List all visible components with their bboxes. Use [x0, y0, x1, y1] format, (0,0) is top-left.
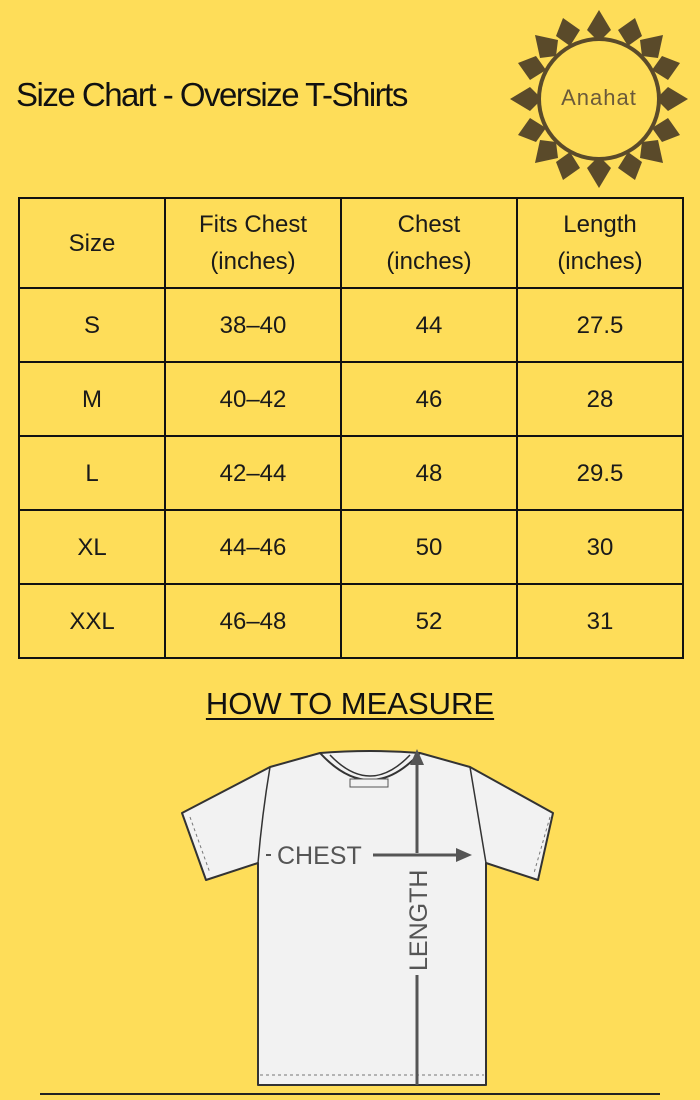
- cell-chest: 44: [341, 288, 517, 362]
- cell-length: 27.5: [517, 288, 683, 362]
- cell-fits-chest: 42–44: [165, 436, 341, 510]
- cell-chest: 52: [341, 584, 517, 658]
- cell-size: L: [19, 436, 165, 510]
- cell-chest: 50: [341, 510, 517, 584]
- cell-fits-chest: 44–46: [165, 510, 341, 584]
- cell-size: M: [19, 362, 165, 436]
- neck-label: [350, 779, 388, 787]
- header-size: Size: [19, 198, 165, 288]
- cell-length: 28: [517, 362, 683, 436]
- header-chest: Chest (inches): [341, 198, 517, 288]
- cell-fits-chest: 38–40: [165, 288, 341, 362]
- cell-fits-chest: 46–48: [165, 584, 341, 658]
- cell-length: 30: [517, 510, 683, 584]
- anahat-logo: [508, 8, 690, 190]
- logo-text: Anahat: [561, 85, 637, 110]
- cell-length: 29.5: [517, 436, 683, 510]
- page-title: Size Chart - Oversize T-Shirts: [16, 76, 407, 113]
- tshirt-outline: [182, 751, 553, 1085]
- cell-chest: 46: [341, 362, 517, 436]
- cell-fits-chest: 40–42: [165, 362, 341, 436]
- cell-size: S: [19, 288, 165, 362]
- table-header-row: [19, 198, 683, 288]
- cell-chest: 48: [341, 436, 517, 510]
- cell-size: XXL: [19, 584, 165, 658]
- how-to-measure-heading: HOW TO MEASURE: [205, 686, 495, 721]
- table-row: [19, 362, 683, 436]
- header-length: Length (inches): [517, 198, 683, 288]
- chest-label: CHEST: [277, 842, 362, 870]
- table-row: [19, 288, 683, 362]
- tshirt-diagram: [170, 745, 570, 1090]
- cell-length: 31: [517, 584, 683, 658]
- length-label: LENGTH: [405, 869, 433, 971]
- header-fits-chest: Fits Chest (inches): [165, 198, 341, 288]
- table-row: [19, 584, 683, 658]
- size-chart-table: [18, 197, 684, 659]
- table-row: [19, 510, 683, 584]
- table-row: [19, 436, 683, 510]
- cell-size: XL: [19, 510, 165, 584]
- footer-divider: [40, 1093, 660, 1095]
